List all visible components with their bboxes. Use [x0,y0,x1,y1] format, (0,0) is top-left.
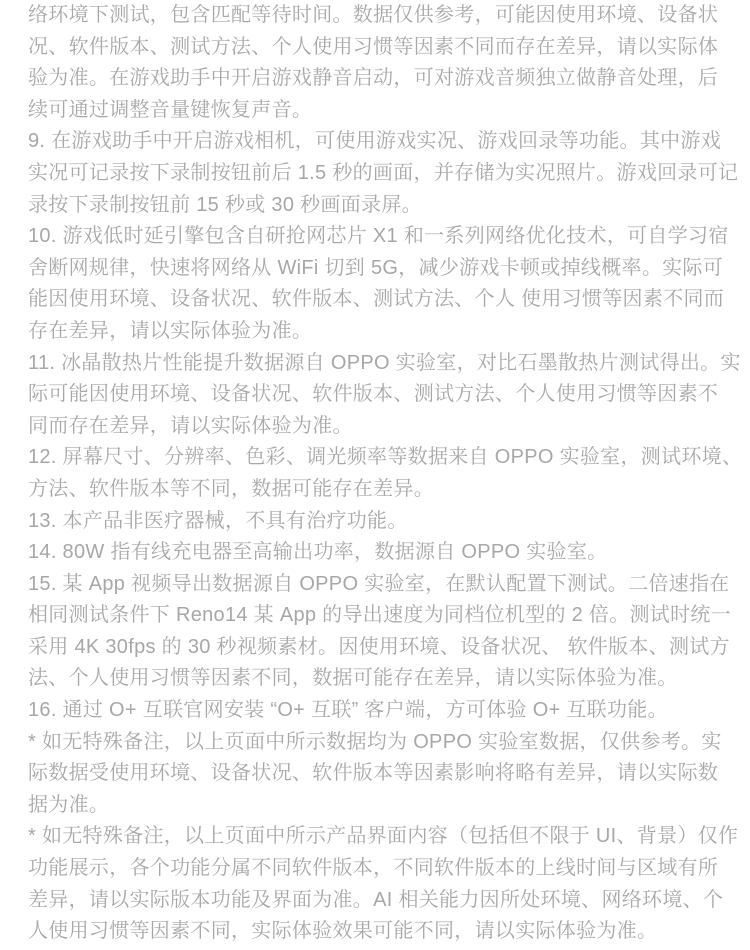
disclaimer-line: 存在差异，请以实际体验为准。 [28,319,313,342]
disclaimer-line: 9. 在游戏助手中开启游戏相机，可使用游戏实况、游戏回录等功能。其中游戏 [28,130,722,153]
disclaimer-item-note-10 [28,221,730,347]
disclaimer-line: 人使用习惯等因素不同，实际体验效果可能不同，请以实际体验为准。 [28,920,658,943]
disclaimer-item-note-13 [28,506,730,538]
disclaimer-line: 方法、软件版本等不同，数据可能存在差异。 [28,477,434,500]
disclaimer-line: 16. 通过 O+ 互联官网安装 “O+ 互联” 客户端，方可体验 O+ 互联功能。 [28,699,668,722]
disclaimer-line: * 如无特殊备注，以上页面中所示产品界面内容（包括但不限于 UI、背景）仅作 [28,825,739,848]
disclaimer-item-note-16 [28,695,730,727]
disclaimer-item-footnote-ui-display [28,821,739,947]
disclaimer-item-footnote-lab-data [28,727,730,822]
disclaimer-line: 际可能因使用环境、设备状况、软件版本、测试方法、个人使用习惯等因素不 [28,383,719,406]
disclaimer-line: 据为准。 [28,793,110,816]
disclaimer-line: * 如无特殊备注，以上页面中所示数据均为 OPPO 实验室数据，仅供参考。实 [28,730,722,753]
disclaimer-item-note-9 [28,126,739,221]
disclaimer-item-note-15 [28,569,730,695]
disclaimer-line: 验为准。在游戏助手中开启游戏静音启动，可对游戏音频独立做静音处理，后 [28,67,719,90]
disclaimer-line: 续可通过调整音量键恢复声音。 [28,98,313,121]
disclaimer-item-note-11 [28,348,741,443]
disclaimer-line: 采用 4K 30fps 的 30 秒视频素材。因使用环境、设备状况、 软件版本、测试方 [28,635,730,658]
disclaimer-line: 功能展示，各个功能分属不同软件版本，不同软件版本的上线时间与区域有所 [28,857,719,880]
disclaimer-line: 舍断网规律，快速将网络从 WiFi 切到 5G，减少游戏卡顿或掉线概率。实际可 [28,256,724,279]
disclaimer-item-note-8-continuation [28,0,730,126]
disclaimer-line: 同而存在差异，请以实际体验为准。 [28,414,353,437]
disclaimer-line: 录按下录制按钮前 15 秒或 30 秒画面录屏。 [28,193,422,216]
disclaimer-line: 况、软件版本、测试方法、个人使用习惯等因素不同而存在差异，请以实际体 [28,35,719,58]
disclaimer-item-note-12 [28,442,743,505]
disclaimer-line: 14. 80W 指有线充电器至高输出功率，数据源自 OPPO 实验室。 [28,541,608,564]
disclaimer-line: 15. 某 App 视频导出数据源自 OPPO 实验室，在默认配置下测试。二倍速指在 [28,572,730,595]
disclaimer-item-note-14 [28,537,730,569]
disclaimer-line: 实况可记录按下录制按钮前后 1.5 秒的画面，并存储为实况照片。游戏回录可记 [28,161,739,184]
disclaimer-line: 能因使用环境、设备状况、软件版本、测试方法、个人 使用习惯等因素不同而 [28,288,725,311]
disclaimer-line: 差异，请以实际版本功能及界面为准。AI 相关能力因所处环境、网络环境、个 [28,888,724,911]
disclaimer-line: 相同测试条件下 Reno14 某 App 的导出速度为同档位机型的 2 倍。测试时统一 [28,604,732,627]
disclaimer-line: 11. 冰晶散热片性能提升数据源自 OPPO 实验室，对比石墨散热片测试得出。实 [28,351,741,374]
disclaimer-line: 12. 屏幕尺寸、分辨率、色彩、调光频率等数据来自 OPPO 实验室，测试环境、 [28,446,743,469]
disclaimer-line: 10. 游戏低时延引擎包含自研抢网芯片 X1 和一系列网络优化技术，可自学习宿 [28,225,729,248]
disclaimer-line: 法、个人使用习惯等因素不同，数据可能存在差异，请以实际体验为准。 [28,667,678,690]
disclaimer-list [28,0,743,948]
disclaimer-line: 际数据受使用环境、设备状况、软件版本等因素影响将略有差异，请以实际数 [28,762,719,785]
disclaimer-line: 13. 本产品非医疗器械，不具有治疗功能。 [28,509,408,532]
disclaimer-line: 络环境下测试，包含匹配等待时间。数据仅供参考，可能因使用环境、设备状 [28,4,719,26]
